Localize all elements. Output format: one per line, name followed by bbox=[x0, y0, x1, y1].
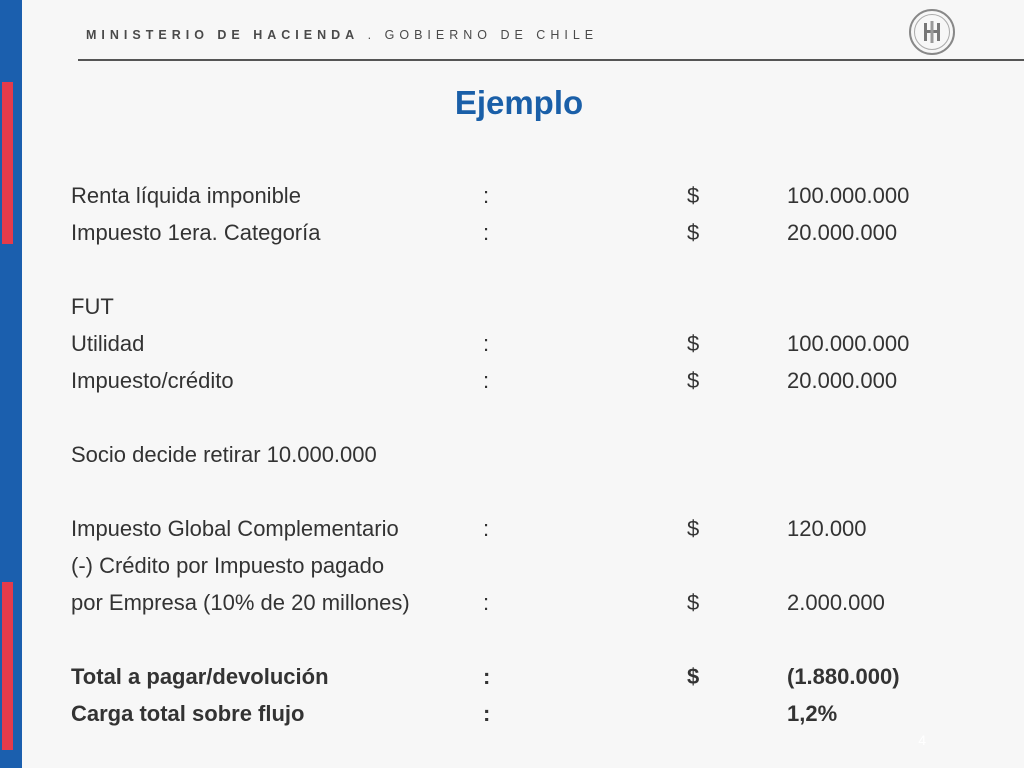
row-currency: $ bbox=[687, 182, 700, 208]
row-value: 100.000.000 bbox=[787, 330, 910, 356]
row-value: 120.000 bbox=[787, 515, 867, 541]
spacer bbox=[71, 473, 971, 510]
table-row bbox=[71, 325, 971, 362]
table-row bbox=[71, 584, 971, 621]
logo-inner-ring bbox=[914, 14, 950, 50]
row-label: Renta líquida imponible bbox=[71, 182, 301, 208]
header-ministry: MINISTERIO DE HACIENDA bbox=[86, 28, 360, 42]
row-currency: $ bbox=[687, 663, 700, 689]
row-currency: $ bbox=[687, 330, 700, 356]
logo-monogram-icon bbox=[921, 20, 943, 44]
row-label: Total a pagar/devolución bbox=[71, 663, 329, 689]
row-colon: : bbox=[483, 663, 491, 689]
row-colon: : bbox=[483, 182, 490, 208]
row-colon: : bbox=[483, 589, 490, 615]
row-value: 100.000.000 bbox=[787, 182, 910, 208]
row-value: 2.000.000 bbox=[787, 589, 885, 615]
header-separator: . bbox=[359, 28, 385, 42]
table-row-total bbox=[71, 658, 971, 695]
row-value: 20.000.000 bbox=[787, 367, 898, 393]
row-label: Utilidad bbox=[71, 330, 145, 356]
table-row bbox=[71, 547, 971, 584]
table-row-total bbox=[71, 695, 971, 732]
spacer bbox=[71, 621, 971, 658]
row-colon: : bbox=[483, 367, 490, 393]
table-row bbox=[71, 436, 971, 473]
tax-example-table bbox=[71, 177, 971, 732]
table-row bbox=[71, 288, 971, 325]
red-accent-bottom bbox=[2, 582, 13, 750]
row-label: Impuesto/crédito bbox=[71, 367, 234, 393]
table-row bbox=[71, 177, 971, 214]
row-value: (1.880.000) bbox=[787, 663, 900, 689]
slide-title: Ejemplo bbox=[454, 84, 584, 121]
row-currency: $ bbox=[687, 219, 700, 245]
row-label: Socio decide retirar 10.000.000 bbox=[71, 441, 377, 467]
row-label: (-) Crédito por Impuesto pagado bbox=[71, 552, 385, 578]
row-colon: : bbox=[483, 515, 490, 541]
row-label: FUT bbox=[71, 293, 114, 319]
header-government: GOBIERNO DE CHILE bbox=[384, 28, 599, 42]
header-organization bbox=[86, 28, 598, 42]
spacer bbox=[71, 399, 971, 436]
row-value: 20.000.000 bbox=[787, 219, 898, 245]
row-currency: $ bbox=[687, 367, 700, 393]
row-currency: $ bbox=[687, 515, 700, 541]
header-divider bbox=[78, 59, 1024, 61]
row-label: Impuesto 1era. Categoría bbox=[71, 219, 321, 245]
row-colon: : bbox=[483, 330, 490, 356]
spacer bbox=[71, 251, 971, 288]
row-currency: $ bbox=[687, 589, 700, 615]
row-label: Impuesto Global Complementario bbox=[71, 515, 399, 541]
table-row bbox=[71, 214, 971, 251]
table-row bbox=[71, 510, 971, 547]
row-value: 1,2% bbox=[787, 700, 838, 726]
row-colon: : bbox=[483, 700, 491, 726]
page-number: 4 bbox=[918, 732, 926, 748]
row-colon: : bbox=[483, 219, 490, 245]
row-label: por Empresa (10% de 20 millones) bbox=[71, 589, 410, 615]
ministerio-hacienda-logo-icon bbox=[909, 9, 955, 55]
row-label: Carga total sobre flujo bbox=[71, 700, 305, 726]
table-row bbox=[71, 362, 971, 399]
